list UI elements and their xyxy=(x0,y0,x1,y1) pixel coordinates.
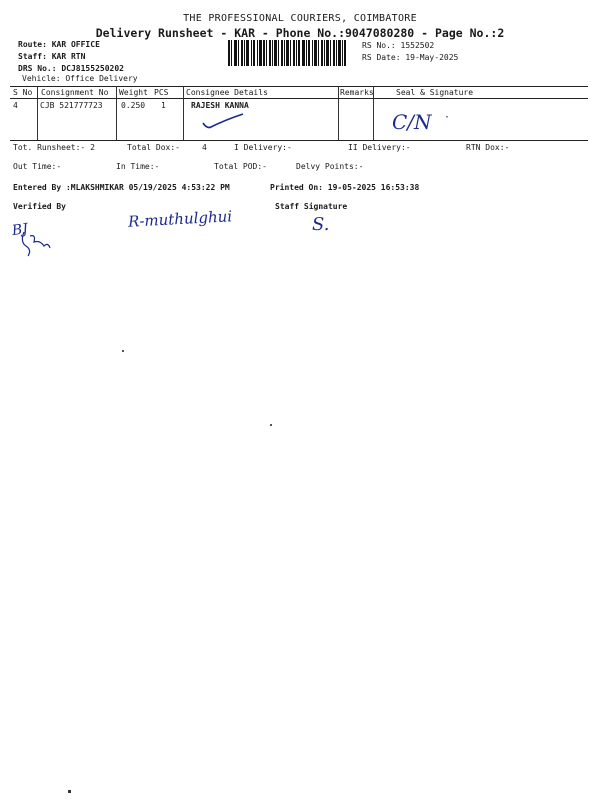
table-header-border xyxy=(10,98,588,99)
total-pod: Total POD:- xyxy=(214,162,267,171)
row-sno: 4 xyxy=(13,101,18,110)
checkmark-icon xyxy=(201,113,245,131)
company-name: THE PROFESSIONAL COURIERS, COIMBATORE xyxy=(183,13,417,24)
i-delivery: I Delivery:- xyxy=(234,143,292,152)
tot-runsheet: Tot. Runsheet:- 2 xyxy=(13,143,95,152)
scan-speck xyxy=(270,424,272,426)
header-consignee: Consignee Details xyxy=(186,88,268,97)
barcode-icon xyxy=(228,40,346,66)
rtn-dox: RTN Dox:- xyxy=(466,143,510,152)
table-top-border xyxy=(10,86,588,87)
table-bottom-border xyxy=(10,140,588,141)
ii-delivery: II Delivery:- xyxy=(348,143,411,152)
handwritten-name: R-muthulghui xyxy=(127,207,233,231)
col-divider xyxy=(338,86,339,140)
delvy-points: Delvy Points:- xyxy=(296,162,364,171)
header-seal-signature: Seal & Signature xyxy=(396,88,474,97)
col-divider xyxy=(116,86,117,140)
header-remarks: Remarks xyxy=(340,88,374,97)
document-title: Delivery Runsheet - KAR - Phone No.:9047080280 - Page No.:2 xyxy=(95,26,505,40)
header-weight: Weight xyxy=(119,88,148,97)
header-sno: S No xyxy=(13,88,33,97)
scan-speck xyxy=(68,790,71,793)
header-pcs: PCS xyxy=(154,88,169,97)
row-consignment: CJB 521777723 xyxy=(40,101,103,110)
verified-signature: BJ xyxy=(10,220,29,240)
col-divider xyxy=(37,86,38,140)
printed-on: Printed On: 19-05-2025 16:53:38 xyxy=(270,183,420,192)
total-dox-label: Total Dox:- xyxy=(127,143,180,152)
rs-date: RS Date: 19-May-2025 xyxy=(362,53,459,62)
header-consignment: Consignment No xyxy=(41,88,109,97)
row-pcs: 1 xyxy=(161,101,166,110)
row-consignee: RAJESH KANNA xyxy=(191,101,249,110)
drs-number: DRS No.: DCJ8155250202 xyxy=(18,64,124,73)
ink-dot: · xyxy=(444,112,451,123)
scan-speck xyxy=(122,350,124,352)
total-dox-value: 4 xyxy=(202,143,207,152)
col-divider xyxy=(183,86,184,140)
staff-signature-label: Staff Signature xyxy=(275,202,348,211)
route-label: Route: KAR OFFICE xyxy=(18,40,100,49)
row-weight: 0.250 xyxy=(121,101,146,110)
signature-scribble-icon xyxy=(18,228,52,260)
staff-signature: S. xyxy=(312,214,330,235)
in-time: In Time:- xyxy=(116,162,160,171)
rs-number: RS No.: 1552502 xyxy=(362,41,435,50)
verified-by-label: Verified By xyxy=(13,202,66,211)
out-time: Out Time:- xyxy=(13,162,62,171)
vehicle-label: Vehicle: Office Delivery xyxy=(22,74,138,83)
seal-handwritten-note: C/N xyxy=(392,110,432,134)
entered-by: Entered By :MLAKSHMIKAR 05/19/2025 4:53:22 PM xyxy=(13,183,230,192)
staff-label: Staff: KAR RTN xyxy=(18,52,86,61)
